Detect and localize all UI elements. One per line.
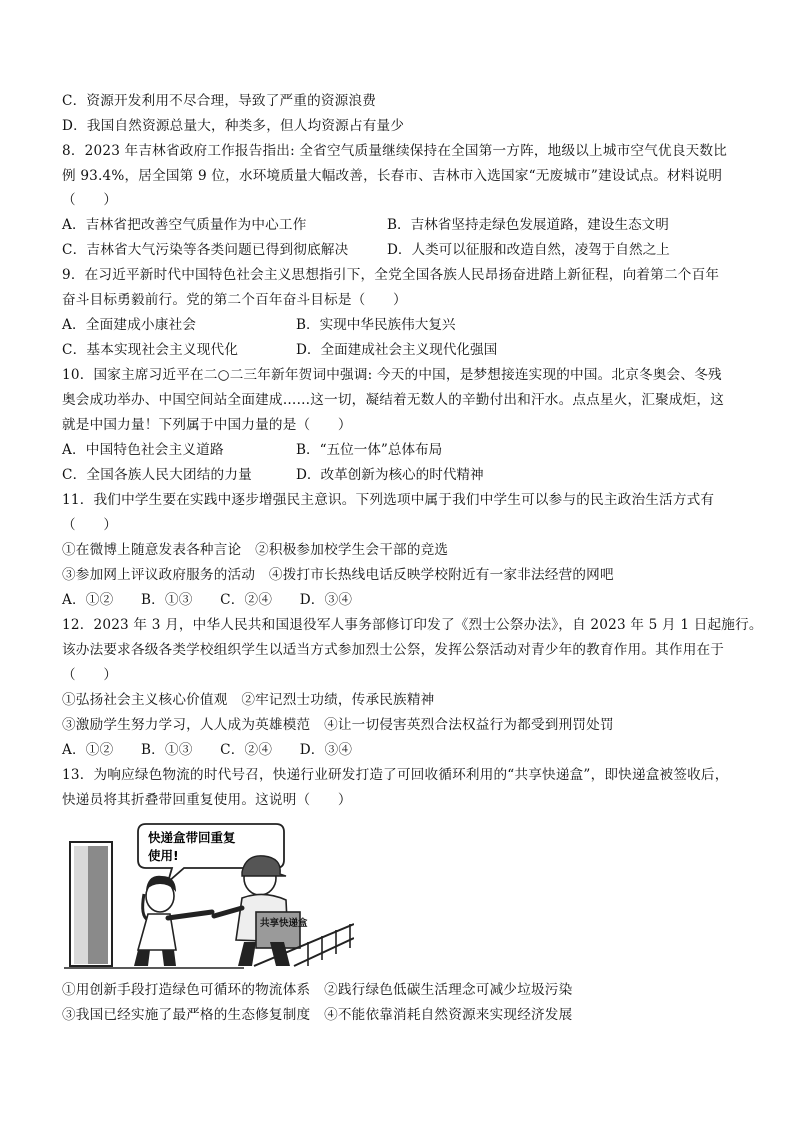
q8-option-c: C．吉林省大气污染等各类问题已得到彻底解决 xyxy=(62,242,349,258)
q9-stem-line1: 9．在习近平新时代中国特色社会主义思想指引下，全党全国各族人民昂扬奋进踏上新征程，向着第二个百年 xyxy=(62,267,720,283)
q10-stem-line1: 10．国家主席习近平在二○二三年新年贺词中强调: 今天的中国，是梦想接连实现的中国。北京冬奥会、冬残 xyxy=(62,367,722,383)
q9-option-b: B．实现中华民族伟大复兴 xyxy=(296,317,456,333)
q13-cartoon xyxy=(64,820,354,970)
q8-answer-blank: （ ） xyxy=(62,192,118,208)
q12-choices: A．①② B．①③ C．②④ D．③④ xyxy=(62,742,353,758)
q8-stem-line1: 8．2023 年吉林省政府工作报告指出: 全省空气质量继续保持在全国第一方阵，地级以上城市空气优良天数比 xyxy=(62,143,727,159)
q9-option-c: C．基本实现社会主义现代化 xyxy=(62,342,239,358)
q8-option-b: B．吉林省坚持走绿色发展道路，建设生态文明 xyxy=(387,217,669,233)
q12-statements-line1: ①弘扬社会主义核心价值观 ②牢记烈士功绩，传承民族精神 xyxy=(62,692,435,708)
box-label: 共享快递盒 xyxy=(260,918,308,929)
q13-statements-line2: ③我国已经实施了最严格的生态修复制度 ④不能依靠消耗自然资源来实现经济发展 xyxy=(62,1007,573,1023)
q7-option-d: D．我国自然资源总量大，种类多，但人均资源占有量少 xyxy=(62,118,405,134)
q9-option-a: A．全面建成小康社会 xyxy=(62,317,197,333)
q10-option-c: C．全国各族人民大团结的力量 xyxy=(62,467,252,483)
q10-option-d: D．改革创新为核心的时代精神 xyxy=(296,467,484,483)
q11-answer-blank: （ ） xyxy=(62,517,118,533)
q10-stem-line3: 就是中国力量！下列属于中国力量的是（ ） xyxy=(62,417,352,433)
q12-stem-line1: 12．2023 年 3 月，中华人民共和国退役军人事务部修订印发了《烈士公祭办法》，自 2023 年 5 月 1 日起施行。 xyxy=(62,617,763,633)
q11-stem-line1: 11．我们中学生要在实践中逐步增强民主意识。下列选项中属于我们中学生可以参与的民主政治生活方式有 xyxy=(62,492,715,508)
q10-option-b: B．“五位一体”总体布局 xyxy=(296,442,443,458)
q13-stem-line1: 13．为响应绿色物流的时代号召，快递行业研发打造了可回收循环利用的“共享快递盒”，即快递盒被签收后， xyxy=(62,767,729,783)
q13-stem-line2: 快递员将其折叠带回重复使用。这说明（ ） xyxy=(62,792,352,808)
q10-option-a: A．中国特色社会主义道路 xyxy=(62,442,224,458)
q9-option-d: D．全面建成社会主义现代化强国 xyxy=(296,342,498,358)
q9-stem-line2: 奋斗目标勇毅前行。党的第二个百年奋斗目标是（ ） xyxy=(62,292,407,308)
q11-statements-line2: ③参加网上评议政府服务的活动 ④拨打市长热线电话反映学校附近有一家非法经营的网吧 xyxy=(62,567,614,583)
door-panel xyxy=(74,846,88,964)
q11-choices: A．①② B．①③ C．②④ D．③④ xyxy=(62,592,353,608)
woman-figure xyxy=(134,876,212,966)
q12-stem-line2: 该办法要求各级各类学校组织学生以适当方式参加烈士公祭，发挥公祭活动对青少年的教育作用。其作用在于 xyxy=(62,642,725,658)
q8-option-d: D．人类可以征服和改造自然，凌驾于自然之上 xyxy=(387,242,670,258)
q11-statements-line1: ①在微博上随意发表各种言论 ②积极参加校学生会干部的竞选 xyxy=(62,542,449,558)
q13-statements-line1: ①用创新手段打造绿色可循环的物流体系 ②践行绿色低碳生活理念可减少垃圾污染 xyxy=(62,982,573,998)
q7-option-c: C．资源开发利用不尽合理，导致了严重的资源浪费 xyxy=(62,93,377,109)
q12-statements-line2: ③激励学生努力学习，人人成为英雄模范 ④让一切侵害英烈合法权益行为都受到刑罚处罚 xyxy=(62,717,614,733)
q10-stem-line2: 奥会成功举办、中国空间站全面建成……这一切，凝结着无数人的辛勤付出和汗水。点点星火，汇聚成炬，这 xyxy=(62,392,725,408)
bubble-text-line2: 使用! xyxy=(148,848,179,863)
q12-answer-blank: （ ） xyxy=(62,667,118,683)
q8-option-a: A．吉林省把改善空气质量作为中心工作 xyxy=(62,217,307,233)
q8-stem-line2: 例 93.4%，居全国第 9 位，水环境质量大幅改善，长春市、吉林市入选国家“无废城市”建设试点。材料说明 xyxy=(62,168,723,184)
bubble-text-line1: 快递盒带回重复 xyxy=(148,830,236,845)
